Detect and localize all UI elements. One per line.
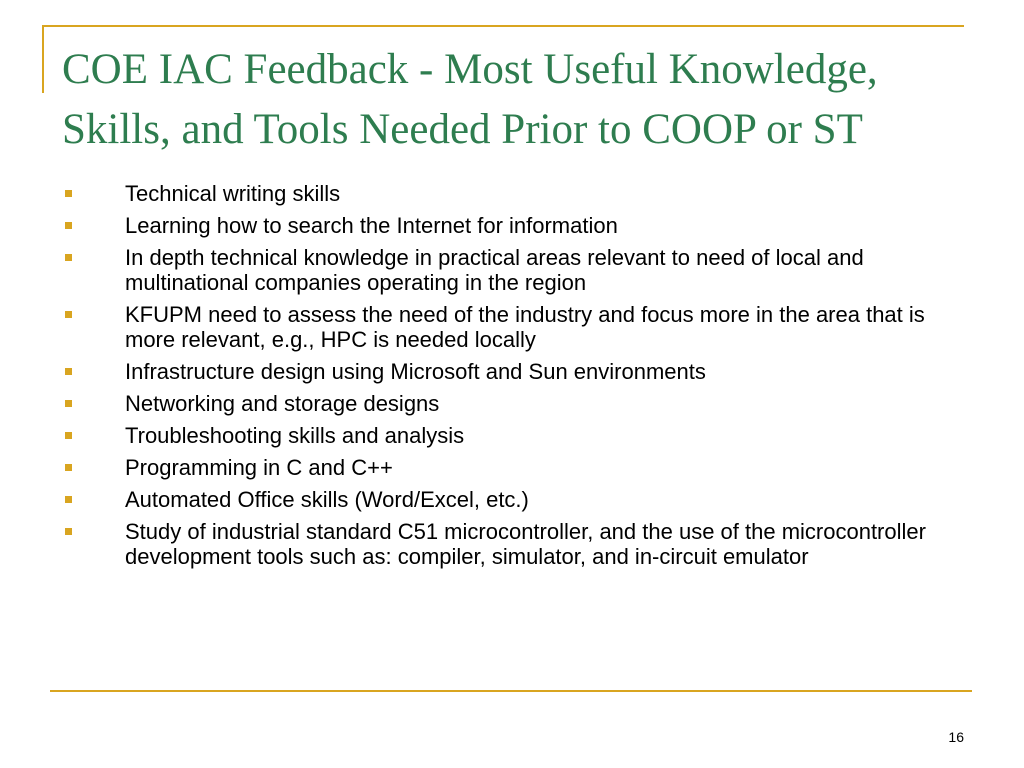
bullet-item bbox=[0, 519, 937, 569]
bullet-item bbox=[0, 245, 937, 295]
bullet-text: Networking and storage designs bbox=[125, 391, 440, 416]
bullet-item bbox=[0, 391, 937, 416]
bottom-accent-rule bbox=[50, 690, 972, 692]
bullet-item bbox=[0, 359, 937, 384]
square-bullet-icon bbox=[65, 190, 72, 197]
square-bullet-icon bbox=[65, 464, 72, 471]
bullet-text: Study of industrial standard C51 microcontroller, and the use of the microcontroller development tools such as: compiler, simulator, and in-circuit emulator bbox=[125, 519, 926, 569]
bullet-text: Infrastructure design using Microsoft and Sun environments bbox=[125, 359, 706, 384]
square-bullet-icon bbox=[65, 254, 72, 261]
bullet-item bbox=[0, 302, 937, 352]
bullet-item bbox=[0, 487, 937, 512]
bullet-text: Troubleshooting skills and analysis bbox=[125, 423, 465, 448]
top-accent-rule bbox=[42, 25, 964, 27]
square-bullet-icon bbox=[65, 528, 72, 535]
square-bullet-icon bbox=[65, 311, 72, 318]
bullet-text: Learning how to search the Internet for information bbox=[125, 213, 618, 238]
square-bullet-icon bbox=[65, 368, 72, 375]
page-number: 16 bbox=[948, 729, 964, 745]
left-accent-rule bbox=[42, 25, 44, 93]
bullet-text: Programming in C and C++ bbox=[125, 455, 393, 480]
bullet-list bbox=[0, 181, 1024, 576]
square-bullet-icon bbox=[65, 432, 72, 439]
bullet-text: In depth technical knowledge in practical areas relevant to need of local and multinational companies operating in the region bbox=[125, 245, 864, 295]
bullet-item bbox=[0, 181, 937, 206]
square-bullet-icon bbox=[65, 222, 72, 229]
bullet-item bbox=[0, 455, 937, 480]
bullet-text: Automated Office skills (Word/Excel, etc.) bbox=[125, 487, 529, 512]
square-bullet-icon bbox=[65, 496, 72, 503]
bullet-text: KFUPM need to assess the need of the industry and focus more in the area that is more relevant, e.g., HPC is needed locally bbox=[125, 302, 925, 352]
bullet-item bbox=[0, 213, 937, 238]
bullet-text: Technical writing skills bbox=[125, 181, 341, 206]
slide-title: COE IAC Feedback - Most Useful Knowledge, Skills, and Tools Needed Prior to COOP or ST bbox=[62, 46, 878, 153]
square-bullet-icon bbox=[65, 400, 72, 407]
bullet-item bbox=[0, 423, 937, 448]
